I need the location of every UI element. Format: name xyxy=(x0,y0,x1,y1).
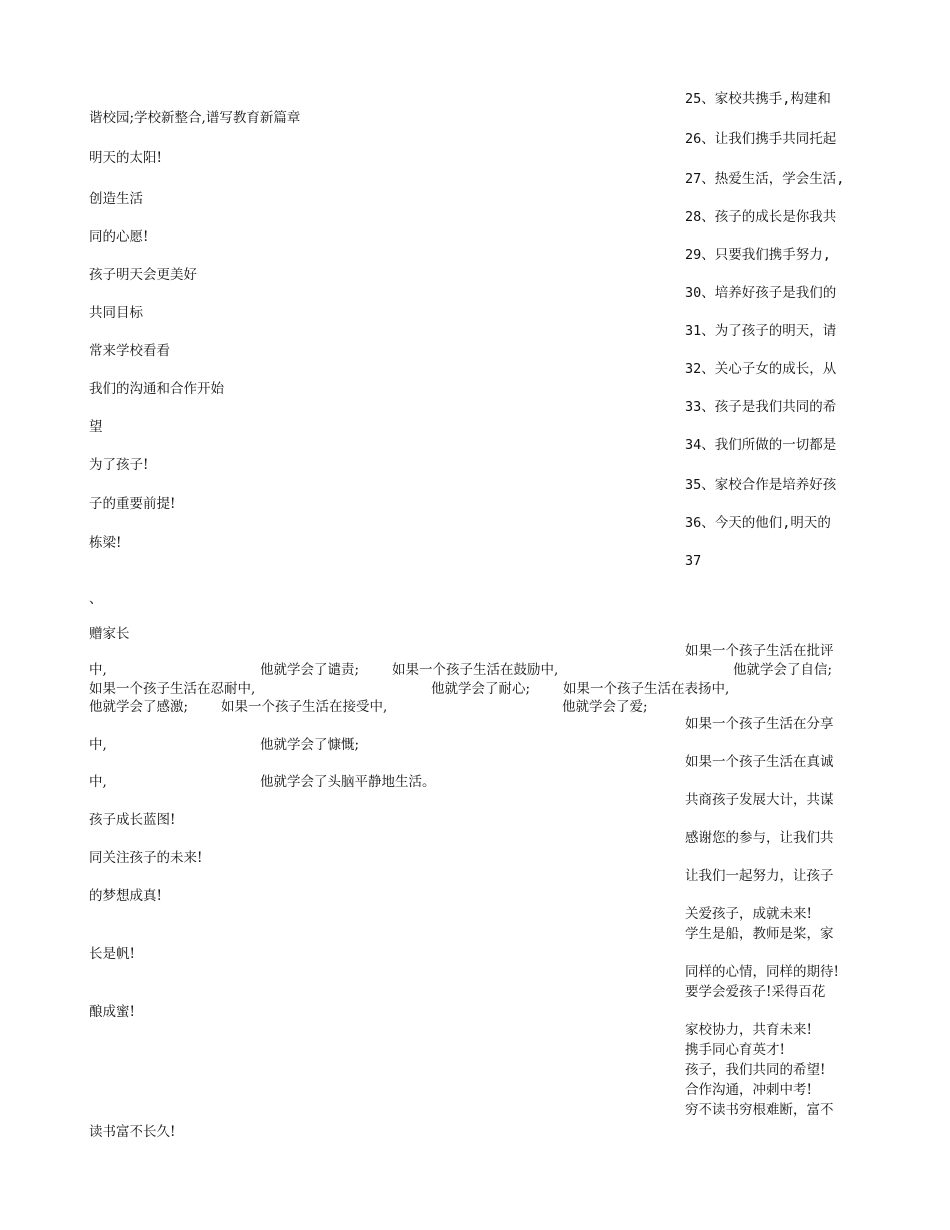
left-line-10: 为了孩子! xyxy=(89,457,149,473)
numbered-item-25: 25、家校共携手,构建和 xyxy=(685,91,831,107)
poem-r3-a: 他就学会了感激; xyxy=(89,699,189,715)
left-line-8: 我们的沟通和合作开始 xyxy=(89,381,224,397)
poem-r2-a: 如果一个孩子生活在忍耐中, xyxy=(89,681,256,697)
left-line-2: 明天的太阳! xyxy=(89,150,162,166)
poem-r5-a: 中, xyxy=(89,774,107,790)
poem-r2-c: 如果一个孩子生活在表扬中, xyxy=(563,681,730,697)
right-line-6: 让我们一起努力，让孩子 xyxy=(685,868,834,884)
right-line-10: 要学会爱孩子!采得百花 xyxy=(685,984,826,1000)
section-heading: 赠家长 xyxy=(89,626,130,642)
poem-r3-b: 如果一个孩子生活在接受中, xyxy=(221,699,388,715)
right-line-1: 如果一个孩子生活在批评 xyxy=(685,643,834,659)
numbered-item-37: 37 xyxy=(685,553,702,569)
numbered-item-35: 35、家校合作是培养好孩 xyxy=(685,477,837,493)
numbered-item-26: 26、让我们携手共同托起 xyxy=(685,131,837,147)
numbered-item-34: 34、我们所做的一切都是 xyxy=(685,437,837,453)
poem-r4-b: 他就学会了慷慨; xyxy=(260,737,360,753)
right-line-7: 关爱孩子，成就未来! xyxy=(685,906,812,922)
right-line-11: 家校协力，共育未来! xyxy=(685,1022,812,1038)
right-line-12: 携手同心育英才! xyxy=(685,1042,785,1058)
right-line-4: 共商孩子发展大计，共谋 xyxy=(685,792,834,808)
numbered-item-27: 27、热爱生活，学会生活, xyxy=(685,171,845,187)
poem-r1-b: 他就学会了谴责; xyxy=(260,662,360,678)
left-tail-4: 长是帆! xyxy=(89,946,135,962)
poem-r3-c: 他就学会了爱; xyxy=(562,699,648,715)
left-tail-3: 的梦想成真! xyxy=(89,888,162,904)
numbered-item-30: 30、培养好孩子是我们的 xyxy=(685,285,837,301)
right-line-5: 感谢您的参与，让我们共 xyxy=(685,830,834,846)
left-line-9: 望 xyxy=(89,419,103,435)
right-line-14: 合作沟通，冲刺中考! xyxy=(685,1082,812,1098)
right-line-2: 如果一个孩子生活在分享 xyxy=(685,716,834,732)
numbered-item-36: 36、今天的他们,明天的 xyxy=(685,515,831,531)
poem-r5-b: 他就学会了头脑平静地生活。 xyxy=(260,774,436,790)
right-line-13: 孩子，我们共同的希望! xyxy=(685,1062,826,1078)
numbered-item-29: 29、只要我们携手努力, xyxy=(685,247,831,263)
poem-r2-b: 他就学会了耐心; xyxy=(431,681,531,697)
left-line-5: 孩子明天会更美好 xyxy=(89,267,197,283)
numbered-item-31: 31、为了孩子的明天，请 xyxy=(685,323,837,339)
numbered-item-28: 28、孩子的成长是你我共 xyxy=(685,209,837,225)
left-tail-5: 酿成蜜! xyxy=(89,1004,135,1020)
numbered-item-33: 33、孩子是我们共同的希 xyxy=(685,399,837,415)
poem-r1-a: 中, xyxy=(89,662,107,678)
right-line-9: 同样的心情，同样的期待! xyxy=(685,964,839,980)
left-line-11: 子的重要前提! xyxy=(89,496,176,512)
left-line-3: 创造生活 xyxy=(89,191,143,207)
poem-r1-d: 他就学会了自信; xyxy=(733,662,833,678)
right-line-15: 穷不读书穷根难断，富不 xyxy=(685,1102,834,1118)
poem-r1-c: 如果一个孩子生活在鼓励中, xyxy=(392,662,559,678)
left-line-1: 谐校园;学校新整合,谱写教育新篇章 xyxy=(89,110,301,126)
left-line-6: 共同目标 xyxy=(89,305,143,321)
right-line-3: 如果一个孩子生活在真诚 xyxy=(685,754,834,770)
poem-r4-a: 中, xyxy=(89,737,107,753)
left-line-12: 栋梁! xyxy=(89,535,122,551)
left-line-4: 同的心愿! xyxy=(89,229,149,245)
left-tail-2: 同关注孩子的未来! xyxy=(89,850,203,866)
numbered-item-32: 32、关心子女的成长，从 xyxy=(685,361,837,377)
left-line-7: 常来学校看看 xyxy=(89,343,170,359)
left-tail-6: 读书富不长久! xyxy=(89,1124,176,1140)
left-tail-1: 孩子成长蓝图! xyxy=(89,812,176,828)
left-line-13: 、 xyxy=(89,591,103,607)
right-line-8: 学生是船，教师是桨，家 xyxy=(685,926,834,942)
